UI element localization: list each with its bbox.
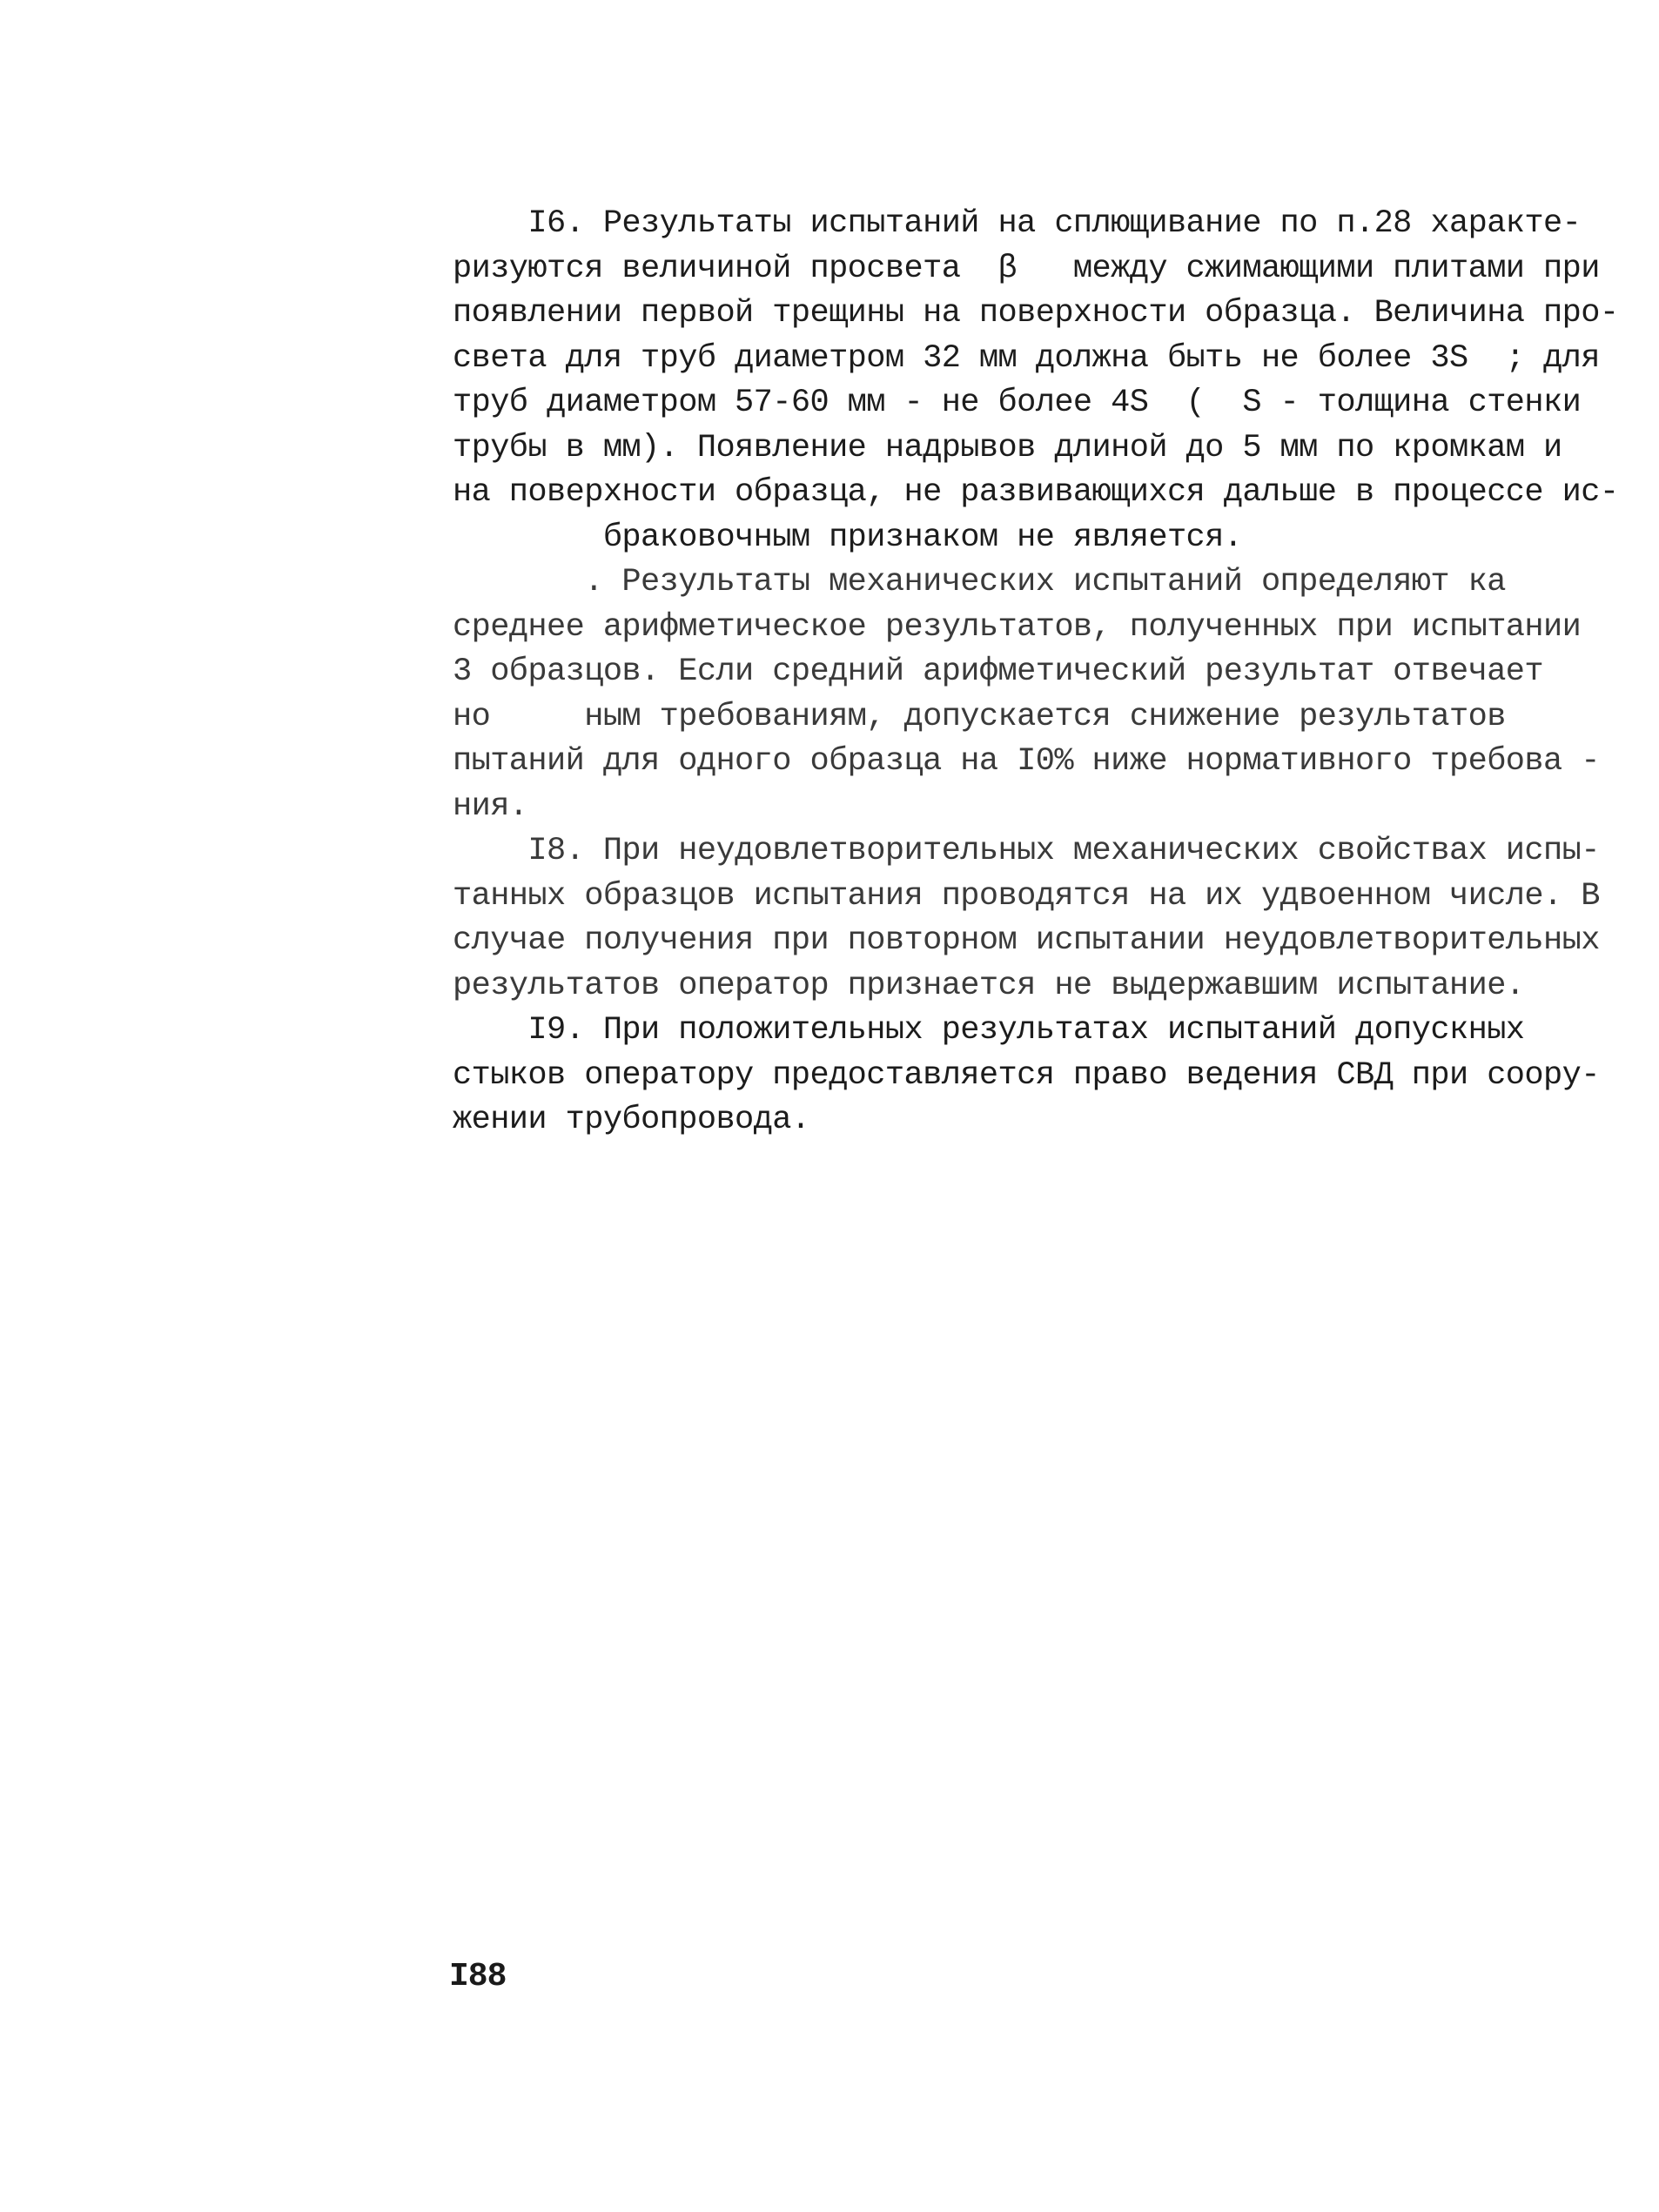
body-text bbox=[453, 202, 1619, 1143]
text-line: I8. При неудовлетворительных механических свойствах испы- bbox=[453, 833, 1600, 869]
text-line: стыков оператору предоставляется право ведения СВД при соору- bbox=[453, 1056, 1600, 1094]
text-line: света для труб диаметром 32 мм должна быть не более 3S ; для bbox=[453, 339, 1600, 377]
text-line: труб диаметром 57-60 мм - не более 4S ( S - толщина стенки bbox=[453, 385, 1582, 421]
text-line: результатов оператор признается не выдержавшим испытание. bbox=[453, 967, 1525, 1004]
text-line: пытаний для одного образца на I0% ниже нормативного требова - bbox=[453, 743, 1600, 780]
text-line: на поверхности образца, не развивающихся дальше в процессе ис- bbox=[453, 474, 1619, 511]
text-line: . Результаты механических испытаний определяют ка bbox=[453, 564, 1506, 600]
text-line: трубы в мм). Появление надрывов длиной до 5 мм по кромкам и bbox=[453, 429, 1562, 466]
text-line: ния. bbox=[453, 788, 528, 825]
text-line: I9. При положительных результатах испытаний допускных bbox=[453, 1012, 1525, 1049]
text-line: но ным требованиям, допускается снижение результатов bbox=[453, 698, 1506, 735]
text-line: танных образцов испытания проводятся на их удвоенном числе. В bbox=[453, 877, 1600, 915]
text-line: ризуются величиной просвета β между сжимающими плитами при bbox=[453, 250, 1600, 287]
text-line: жении трубопровода. bbox=[453, 1102, 810, 1138]
text-line: случае получения при повторном испытании неудовлетворительных bbox=[453, 922, 1600, 959]
text-line: 3 образцов. Если средний арифметический результат отвечает bbox=[453, 654, 1544, 690]
text-line: среднее арифметическое результатов, полученных при испытании bbox=[453, 608, 1582, 646]
text-line: I6. Результаты испытаний на сплющивание по п.28 характе- bbox=[453, 205, 1582, 242]
text-line: появлении первой трещины на поверхности образца. Величина про- bbox=[453, 295, 1619, 332]
text-line: браковочным признаком не является. bbox=[453, 519, 1243, 556]
page-number: I88 bbox=[449, 1958, 507, 1995]
